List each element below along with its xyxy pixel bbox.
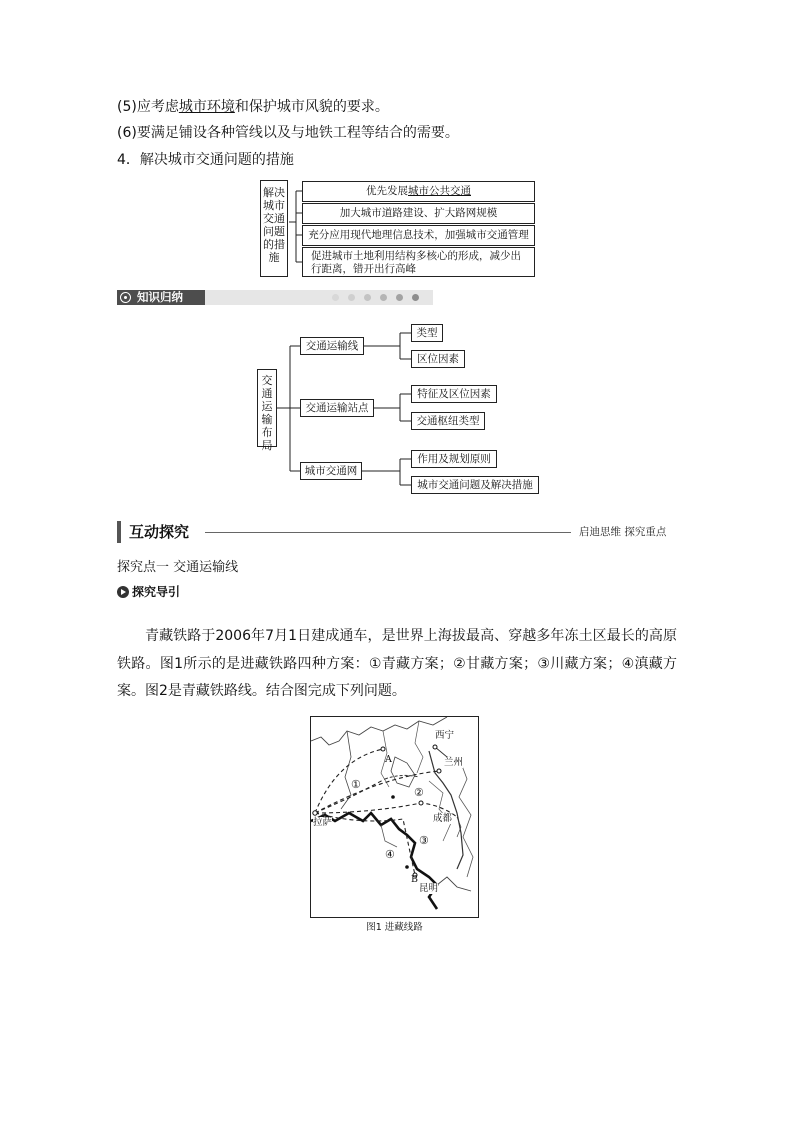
leaf-hub-types: 交通枢纽类型 [411, 412, 485, 430]
map-drawing [311, 717, 479, 918]
leaf-function-principles: 作用及规划原则 [411, 450, 497, 468]
line-5-pre: (5)应考虑 [117, 99, 179, 115]
line-5-post: 和保护城市风貌的要求。 [234, 99, 389, 115]
section-subtitle: 启迪思维 探究重点 [579, 526, 667, 538]
leaf-city-traffic-problems: 城市交通问题及解决措施 [411, 476, 539, 494]
summary-banner-title: 知识归纳 [137, 290, 183, 304]
branch-transport-line: 交通运输线 [300, 337, 364, 355]
measure-item-3: 充分应用现代地理信息技术，加强城市交通管理 [302, 225, 535, 246]
map-label-chengdu: 成都 [433, 813, 453, 824]
summary-banner [117, 290, 433, 305]
guide-title: 探究导引 [132, 585, 181, 599]
leaf-station-features: 特征及区位因素 [411, 385, 497, 403]
map-label-xining: 西宁 [435, 730, 455, 741]
measure-item-4: 促进城市土地利用结构多核心的形成，减少出行距离，错开出行高峰 [302, 247, 535, 277]
heading-4: 4．解决城市交通问题的措施 [117, 152, 294, 168]
section-bar [117, 521, 121, 543]
map-label-route-1: ① [351, 778, 361, 791]
map-label-a: A [385, 754, 392, 765]
play-icon [117, 586, 129, 598]
measures-root-box: 解决城市交通问题的措施 [260, 180, 288, 277]
intro-paragraph: 青藏铁路于2006年7月1日建成通车，是世界上海拔最高、穿越多年冻土区最长的高原铁路。图1所示的是进藏铁路四种方案：①青藏方案；②甘藏方案；③川藏方案；④滇藏方案。图2是青藏铁路线。结合图完成下列问题。 [117, 628, 677, 699]
map-label-route-4: ④ [385, 848, 395, 861]
map-label-lanzhou: 兰州 [444, 757, 464, 768]
map-label-b: B [411, 874, 418, 885]
measure-item-2: 加大城市道路建设、扩大路网规模 [302, 203, 535, 224]
route-map [310, 716, 479, 918]
map-label-kunming: 昆明 [419, 883, 439, 894]
summary-root-box: 交通运输布局 [257, 369, 277, 447]
branch-city-network: 城市交通网 [300, 462, 362, 480]
line-5 [117, 97, 389, 117]
section-rule [205, 532, 571, 533]
leaf-type: 类型 [411, 324, 443, 342]
target-icon [120, 292, 131, 303]
point-title: 探究点一 交通运输线 [117, 560, 239, 575]
map-caption: 图1 进藏线路 [366, 922, 423, 933]
leaf-location-factors: 区位因素 [411, 350, 465, 368]
measure-item-1 [302, 181, 535, 202]
map-label-route-2: ② [414, 786, 424, 799]
line-6: (6)要满足铺设各种管线以及与地铁工程等结合的需要。 [117, 125, 459, 141]
measure-1-pre: 优先发展 [366, 185, 408, 197]
map-label-route-3: ③ [419, 834, 429, 847]
branch-transport-station: 交通运输站点 [300, 399, 374, 417]
map-label-lasa: 拉萨 [313, 817, 333, 828]
measure-1-underlined: 城市公共交通 [408, 185, 471, 197]
line-5-underlined: 城市环境 [178, 99, 235, 115]
section-title: 互动探究 [129, 523, 190, 541]
